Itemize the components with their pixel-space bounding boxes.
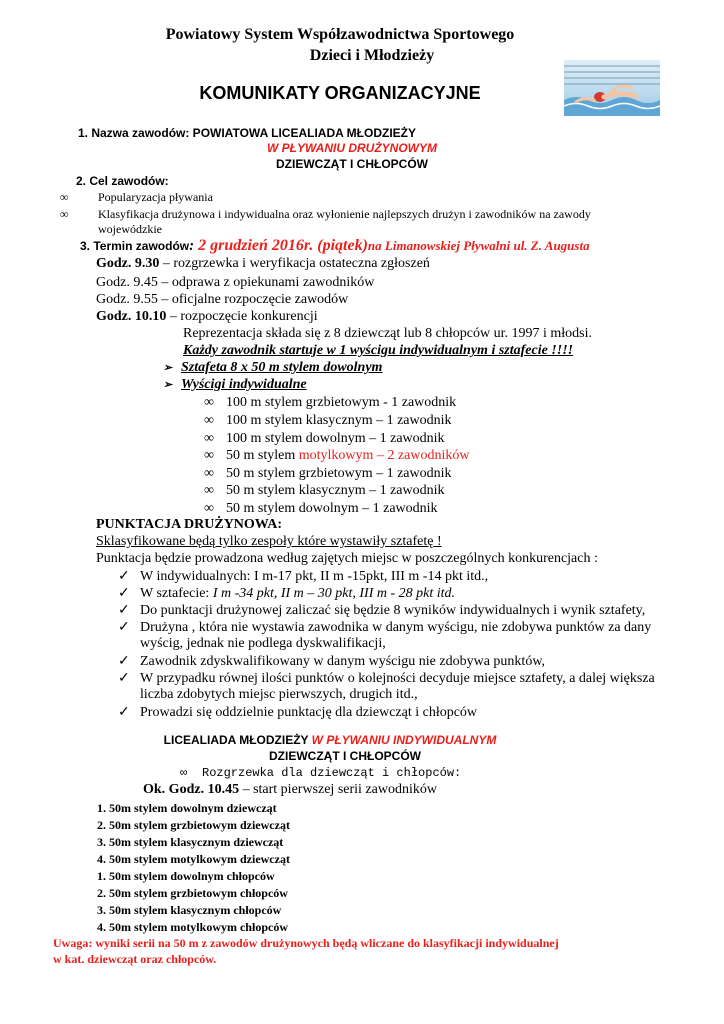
- goal-item: ∞ Klasyfikacja drużynowa i indywidualna oraz wyłonienie najlepszych drużyn i zawodników na zawody: [60, 207, 591, 221]
- schedule-item: Godz. 10.10 – rozpoczęcie konkurencji: [96, 309, 318, 324]
- event-list-item: 4. 50m stylem motylkowym dziewcząt: [97, 852, 290, 866]
- check-icon: ✓: [118, 671, 130, 686]
- race-item: ∞ 100 m stylem grzbietowym - 1 zawodnik: [204, 395, 457, 410]
- goal-item: ∞ Popularyzacja pływania: [60, 190, 213, 204]
- scoring-rule: ✓ Prowadzi się oddzielnie punktację dla dziewcząt i chłopców: [118, 705, 478, 720]
- header-title-line1: Powiatowy System Współzawodnictwa Sportowego: [165, 26, 515, 43]
- schedule-item: Godz. 9.45 – odprawa z opiekunami zawodników: [96, 275, 375, 290]
- schedule-item: Godz. 9.55 – oficjalne rozpoczęcie zawodów: [96, 292, 349, 307]
- relay-event: ➢ Sztafeta 8 x 50 m stylem dowolnym: [163, 360, 383, 375]
- representation-note: Reprezentacja składa się z 8 dziewcząt lub 8 chłopców ur. 1997 i młodsi.: [183, 326, 592, 341]
- schedule-item: Godz. 9.30 – rozgrzewka i weryfikacja ostateczna zgłoszeń: [96, 256, 430, 271]
- warmup-note: ∞ Rozgrzewka dla dziewcząt i chłopców:: [180, 766, 462, 780]
- event-list-item: 4. 50m stylem motylkowym chłopców: [97, 920, 288, 934]
- event-list-item: 1. 50m stylem dowolnym chłopców: [97, 869, 275, 883]
- scoring-rule: ✓ Do punktacji drużynowej zaliczać się będzie 8 wyników indywidualnych i wynik sztafety,: [118, 603, 646, 618]
- scoring-heading: PUNKTACJA DRUŻYNOWA:: [96, 517, 283, 532]
- check-icon: ✓: [118, 620, 130, 635]
- infinity-bullet-icon: ∞: [180, 766, 188, 780]
- page-title: KOMUNIKATY ORGANIZACYJNE: [199, 83, 481, 103]
- check-icon: ✓: [118, 586, 130, 601]
- infinity-bullet-icon: ∞: [60, 207, 69, 221]
- section-date: 3. Termin zawodów: 2 grudzień 2016r. (piątek)na Limanowskiej Pływalni ul. Z. Augusta: [80, 237, 590, 254]
- participation-note: Każdy zawodnik startuje w 1 wyścigu indywidualnym i sztafecie !!!!: [183, 343, 574, 358]
- race-item: ∞ 100 m stylem dowolnym – 1 zawodnik: [204, 431, 445, 446]
- scoring-rule-continuation: wyścig, jednak nie podlega dyskwalifikacji,: [140, 636, 386, 651]
- race-item: ∞ 50 m stylem grzbietowym – 1 zawodnik: [204, 466, 452, 481]
- goal-item-continuation: wojewódzkie: [98, 222, 162, 236]
- individual-races-heading: ➢ Wyścigi indywidualne: [163, 377, 307, 392]
- infinity-bullet-icon: ∞: [204, 466, 214, 481]
- start-time: Ok. Godz. 10.45 – start pierwszej serii zawodników: [143, 782, 437, 797]
- check-icon: ✓: [118, 654, 130, 669]
- infinity-bullet-icon: ∞: [204, 483, 214, 498]
- scoring-rule-continuation: liczba zdobytych miejsc pierwszych, drugich itd.,: [140, 687, 418, 702]
- race-item: ∞ 50 m stylem motylkowym – 2 zawodników: [204, 448, 470, 463]
- event-place: na Limanowskiej Pływalni ul. Z. Augusta: [367, 238, 590, 253]
- scoring-rule: ✓ W indywidualnych: I m-17 pkt, II m -15pkt, III m -14 pkt itd.,: [118, 569, 489, 584]
- header-title-line2: Dzieci i Młodzieży: [309, 47, 435, 64]
- scoring-rule: ✓ W sztafecie: I m -34 pkt, II m – 30 pkt, III m - 28 pkt itd.: [118, 586, 456, 601]
- scoring-classified-note: Sklasyfikowane będą tylko zespoły które wystawiły sztafetę !: [96, 534, 442, 549]
- event-list-item: 3. 50m stylem klasycznym dziewcząt: [97, 835, 284, 849]
- arrow-bullet-icon: ➢: [163, 379, 173, 391]
- section-goal: 2. Cel zawodów:: [76, 174, 169, 188]
- event-list-item: 3. 50m stylem klasycznym chłopców: [97, 903, 282, 917]
- scoring-rule: ✓ Zawodnik zdyskwalifikowany w danym wyścigu nie zdobywa punktów,: [118, 654, 546, 669]
- infinity-bullet-icon: ∞: [204, 448, 214, 463]
- event-name-category: DZIEWCZĄT I CHŁOPCÓW: [276, 157, 428, 171]
- warning-line1: Uwaga: wyniki serii na 50 m z zawodów drużynowych będą wliczane do klasyfikacji indywidualnej: [53, 936, 559, 950]
- event-list-item: 2. 50m stylem grzbietowym dziewcząt: [97, 818, 290, 832]
- swimmer-icon: [564, 60, 660, 116]
- check-icon: ✓: [118, 705, 130, 720]
- infinity-bullet-icon: ∞: [204, 413, 214, 428]
- scoring-rule: ✓ Drużyna , która nie wystawia zawodnika w danym wyścigu, nie zdobywa punktów za dany: [118, 620, 652, 635]
- section-event-name: 1. Nazwa zawodów: POWIATOWA LICEALIADA MŁODZIEŻY: [78, 126, 417, 140]
- infinity-bullet-icon: ∞: [204, 501, 214, 516]
- scoring-rule: ✓ W przypadku równej ilości punktów o kolejności decyduje miejsce sztafety, a dalej większa: [118, 671, 655, 686]
- check-icon: ✓: [118, 569, 130, 584]
- individual-section-title: LICEALIADA MŁODZIEŻY W PŁYWANIU INDYWIDUALNYM: [163, 733, 497, 747]
- infinity-bullet-icon: ∞: [60, 190, 69, 204]
- event-name-relay: W PŁYWANIU DRUŻYNOWYM: [267, 141, 437, 155]
- infinity-bullet-icon: ∞: [204, 395, 214, 410]
- arrow-bullet-icon: ➢: [163, 362, 173, 374]
- event-list-item: 2. 50m stylem grzbietowym chłopców: [97, 886, 288, 900]
- individual-section-subtitle: DZIEWCZĄT I CHŁOPCÓW: [269, 749, 421, 763]
- event-list-item: 1. 50m stylem dowolnym dziewcząt: [97, 801, 277, 815]
- infinity-bullet-icon: ∞: [204, 431, 214, 446]
- check-icon: ✓: [118, 603, 130, 618]
- scoring-intro: Punktacja będzie prowadzona według zajętych miejsc w poszczególnych konkurencjach :: [96, 551, 598, 566]
- race-item: ∞ 50 m stylem klasycznym – 1 zawodnik: [204, 483, 445, 498]
- event-date: 2 grudzień 2016r. (piątek): [194, 237, 368, 254]
- race-item: ∞ 50 m stylem dowolnym – 1 zawodnik: [204, 501, 438, 516]
- race-item: ∞ 100 m stylem klasycznym – 1 zawodnik: [204, 413, 452, 428]
- warning-line2: w kat. dziewcząt oraz chłopców.: [53, 952, 217, 966]
